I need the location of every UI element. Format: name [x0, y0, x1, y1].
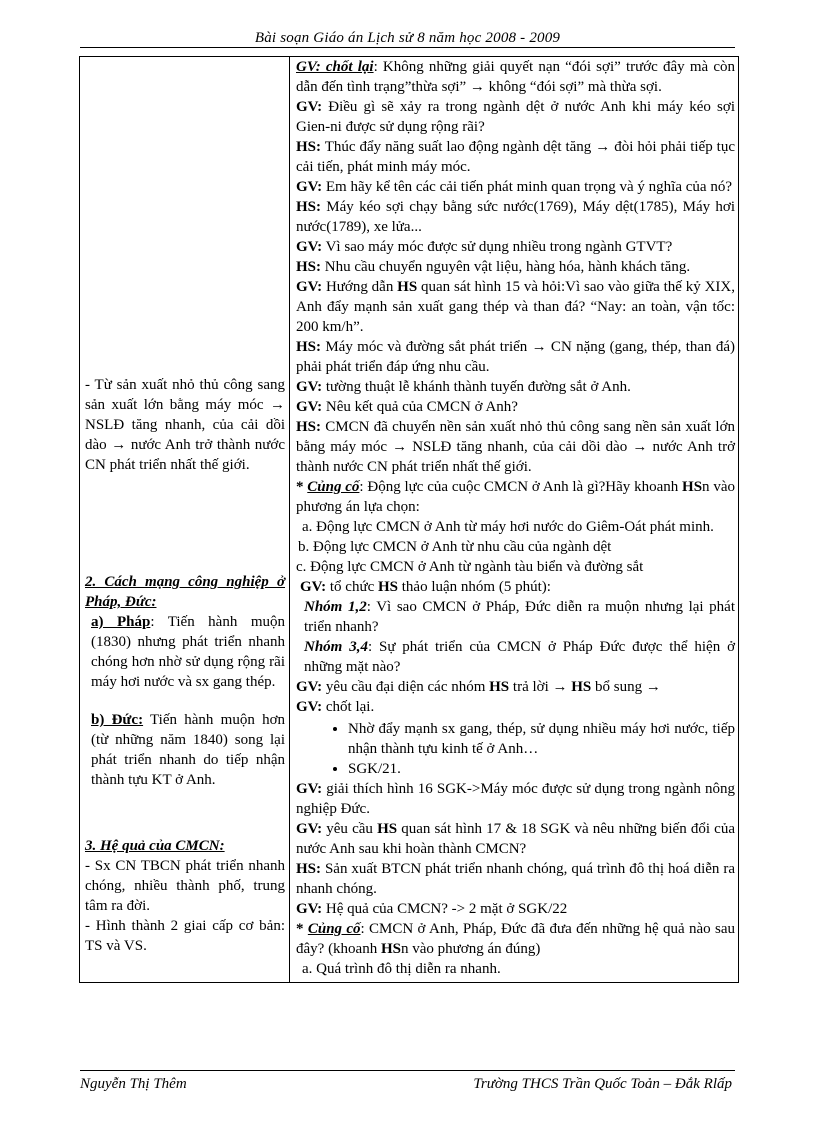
section-2b: b) Đức: Tiến hành muộn hơn (từ những năm 1840) song lại phát triển nhanh do tiếp nhận thành tựu KT ở Anh.: [91, 712, 285, 788]
paragraph: HS: CMCN đã chuyển nền sản xuất nhỏ thủ công sang nền sản xuất lớn bằng máy móc → NSLĐ tăng nhanh, của cải dồi dào → nước Anh trở thành nước CN phát triển nhất thế giới.: [296, 419, 735, 475]
paragraph: GV: giải thích hình 16 SGK->Máy móc được sử dụng trong ngành nông nghiệp Đức.: [296, 781, 735, 817]
paragraph: GV: chốt lại.: [296, 699, 375, 715]
paragraph: GV: Em hãy kể tên các cải tiến phát minh quan trọng và ý nghĩa của nó?: [296, 179, 732, 195]
option-c: c. Động lực CMCN ở Anh từ ngành tàu biển và đường sắt: [296, 559, 644, 575]
section-2a: a) Pháp: Tiến hành muộn (1830) nhưng phát triển nhanh chóng hơn nhờ sử dụng rộng rãi máy hơi nước và sx gang thép.: [91, 614, 286, 690]
activity-column: [290, 57, 739, 983]
paragraph: HS: Máy móc và đường sắt phát triển → CN nặng (gang, thép, than đá) phải phát triển đáp ứng nhu cầu.: [296, 339, 735, 375]
list-item: • SGK/21.: [348, 759, 735, 779]
paragraph: GV: Nêu kết quả của CMCN ở Anh?: [296, 399, 518, 415]
paragraph: GV: yêu cầu HS quan sát hình 17 & 18 SGK và nêu những biến đổi của nước Anh sau khi hoàn thành CMCN?: [296, 821, 735, 857]
paragraph: GV: Vì sao máy móc được sử dụng nhiều trong ngành GTVT?: [296, 239, 673, 255]
footer-school: Trường THCS Trần Quốc Toản – Đắk Rlấp: [473, 1076, 732, 1092]
list-item: • Nhờ đẩy mạnh sx gang, thép, sử dụng nhiều máy hơi nước, tiếp nhận thành tựu kinh tế ở Anh…: [348, 719, 735, 759]
paragraph: * Củng cố: CMCN ở Anh, Pháp, Đức đã đưa đến những hệ quả nào sau đây? (khoanh HSn vào phương án đúng): [296, 921, 735, 957]
paragraph: GV: Hướng dẫn HS quan sát hình 15 và hỏi:Vì sao vào giữa thế kỷ XIX, Anh đẩy mạnh sản xuất gang thép và than đá? “Nay: an toàn, vận tốc: 200 km/h”.: [296, 279, 735, 335]
header-rule: [80, 47, 735, 48]
paragraph: HS: Thúc đẩy năng suất lao động ngành dệt tăng → đòi hỏi phải tiếp tục cải tiến, phát minh máy móc.: [296, 139, 735, 175]
paragraph: HS: Sản xuất BTCN phát triển nhanh chóng, quá trình đô thị hoá diễn ra nhanh chóng.: [296, 861, 735, 897]
page-header: Bài soạn Giáo án Lịch sử 8 năm học 2008 - 2009: [254, 30, 561, 46]
paragraph: GV: Hệ quả của CMCN? -> 2 mặt ở SGK/22: [296, 901, 568, 917]
option-a-2: a. Quá trình đô thị diễn ra nhanh.: [302, 961, 501, 977]
footer-rule: [80, 1070, 735, 1071]
paragraph: GV: tường thuật lễ khánh thành tuyến đường sắt ở Anh.: [296, 379, 631, 395]
paragraph: HS: Nhu cầu chuyển nguyên vật liệu, hàng hóa, hành khách tăng.: [296, 259, 691, 275]
paragraph: GV: Điều gì sẽ xảy ra trong ngành dệt ở nước Anh khi máy kéo sợi Gien-ni được sử dụng rộng rãi?: [296, 99, 735, 135]
section-3-line-1: - Sx CN TBCN phát triển nhanh chóng, nhiều thành phố, trung tâm ra đời.: [85, 858, 285, 914]
paragraph: Nhóm 1,2: Vì sao CMCN ở Pháp, Đức diễn ra muộn nhưng lại phát triển nhanh?: [304, 599, 735, 635]
bullet-list: [296, 719, 735, 779]
paragraph: Nhóm 3,4: Sự phát triển của CMCN ở Pháp Đức được thể hiện ở những mặt nào?: [304, 639, 735, 675]
content-column: [80, 57, 290, 983]
section-2-title: 2. Cách mạng công nghiệp ở Pháp, Đức:: [85, 574, 285, 610]
paragraph: GV: tổ chức HS thảo luận nhóm (5 phút):: [300, 579, 551, 595]
option-a: a. Động lực CMCN ở Anh từ máy hơi nước do Giêm-Oát phát minh.: [302, 519, 714, 535]
paragraph: HS: Máy kéo sợi chạy bằng sức nước(1769), Máy dệt(1785), Máy hơi nước(1789), xe lửa...: [296, 199, 735, 235]
paragraph: GV: yêu cầu đại diện các nhóm HS trả lời → HS bổ sung →: [296, 679, 661, 695]
section-3-title: 3. Hệ quả của CMCN:: [85, 838, 225, 854]
lesson-table: [79, 56, 739, 983]
section-3-line-2: - Hình thành 2 giai cấp cơ bản: TS và VS.: [85, 918, 285, 954]
option-b: b. Động lực CMCN ở Anh từ nhu cầu của ngành dệt: [298, 539, 612, 555]
paragraph: * Củng cố: Động lực của cuộc CMCN ở Anh là gì?Hãy khoanh HSn vào phương án lựa chọn:: [296, 479, 735, 515]
footer-author: Nguyễn Thị Thêm: [80, 1076, 187, 1092]
paragraph: GV: chốt lại: Không những giải quyết nạn “đói sợi” trước đây mà còn dẫn đến tình trạng”thừa sợi” → không “đói sợi” mà thừa sợi.: [296, 59, 735, 95]
left-block-1: - Từ sản xuất nhỏ thủ công sang sản xuất lớn bằng máy móc → NSLĐ tăng nhanh, của cải dồi dào → nước Anh trở thành nước CN phát triển nhất thế giới.: [85, 377, 285, 473]
